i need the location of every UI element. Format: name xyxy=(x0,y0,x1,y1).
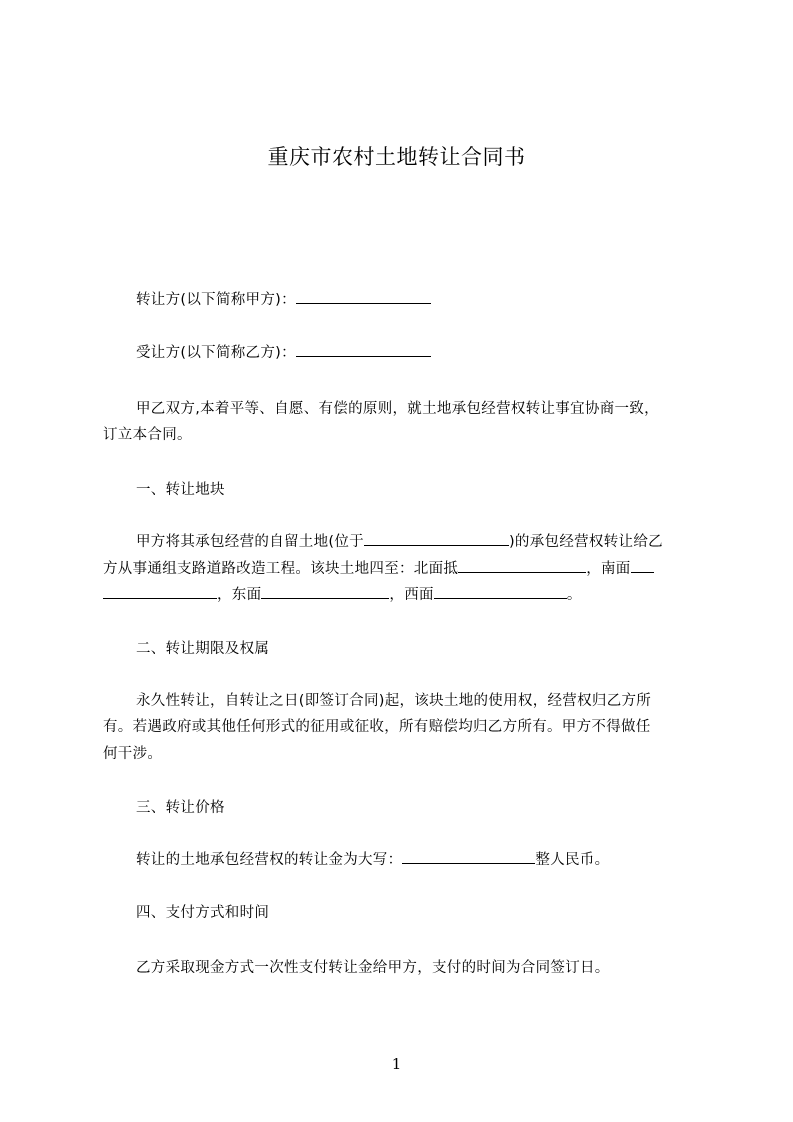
intro-line-1: 甲乙双方,本着平等、自愿、有偿的原则，就土地承包经营权转让事宜协商一致， xyxy=(136,401,659,417)
s1-text-north-prefix: 方从事通组支路道路改造工程。该块土地四至：北面抵 xyxy=(103,561,459,577)
section-heading-4: 四、支付方式和时间 xyxy=(136,905,270,921)
s3-line-1 xyxy=(136,849,609,871)
s2-line-3: 何干涉。 xyxy=(103,746,163,762)
s1-text-location-suffix: )的承包经营权转让给乙 xyxy=(508,534,663,550)
party-a-blank xyxy=(296,289,431,304)
s3-text-price-prefix: 转让的土地承包经营权的转让金为大写： xyxy=(136,852,403,868)
section-heading-3: 三、转让价格 xyxy=(136,800,225,816)
price-blank xyxy=(402,849,535,864)
party-a-line xyxy=(136,289,431,311)
section-heading-2: 二、转让期限及权属 xyxy=(136,641,270,657)
s1-line-3 xyxy=(103,584,582,606)
intro-line-2: 订立本合同。 xyxy=(103,427,192,443)
location-blank xyxy=(364,531,509,546)
s2-line-2: 有。若遇政府或其他任何形式的征用或征收，所有赔偿均归乙方所有。甲方不得做任 xyxy=(103,719,651,735)
north-blank xyxy=(458,558,586,573)
s1-text-south-prefix: ，南面 xyxy=(586,561,631,577)
document-title: 重庆市农村土地转让合同书 xyxy=(267,145,526,169)
s1-line-2 xyxy=(103,558,654,580)
party-b-blank xyxy=(296,342,431,357)
east-blank xyxy=(261,584,389,599)
south-blank-end xyxy=(103,584,217,599)
s3-text-price-suffix: 整人民币。 xyxy=(535,852,610,868)
s1-text-location-prefix: 甲方将其承包经营的自留土地(位于 xyxy=(136,534,364,550)
party-a-label: 转让方(以下简称甲方)： xyxy=(136,292,296,308)
s1-text-end: 。 xyxy=(566,587,582,603)
page-number: 1 xyxy=(391,1055,402,1073)
party-b-label: 受让方(以下简称乙方)： xyxy=(136,345,296,361)
s2-line-1: 永久性转让，自转让之日(即签订合同)起，该块土地的使用权，经营权归乙方所 xyxy=(136,693,652,709)
s1-text-west-prefix: ，西面 xyxy=(389,587,434,603)
s1-line-1 xyxy=(136,531,663,553)
west-blank xyxy=(434,584,567,599)
s1-text-east-prefix: ，东面 xyxy=(217,587,262,603)
party-b-line xyxy=(136,342,431,364)
s4-line-1: 乙方采取现金方式一次性支付转让金给甲方，支付的时间为合同签订日。 xyxy=(136,960,610,976)
section-heading-1: 一、转让地块 xyxy=(136,482,225,498)
south-blank-start xyxy=(631,558,654,573)
